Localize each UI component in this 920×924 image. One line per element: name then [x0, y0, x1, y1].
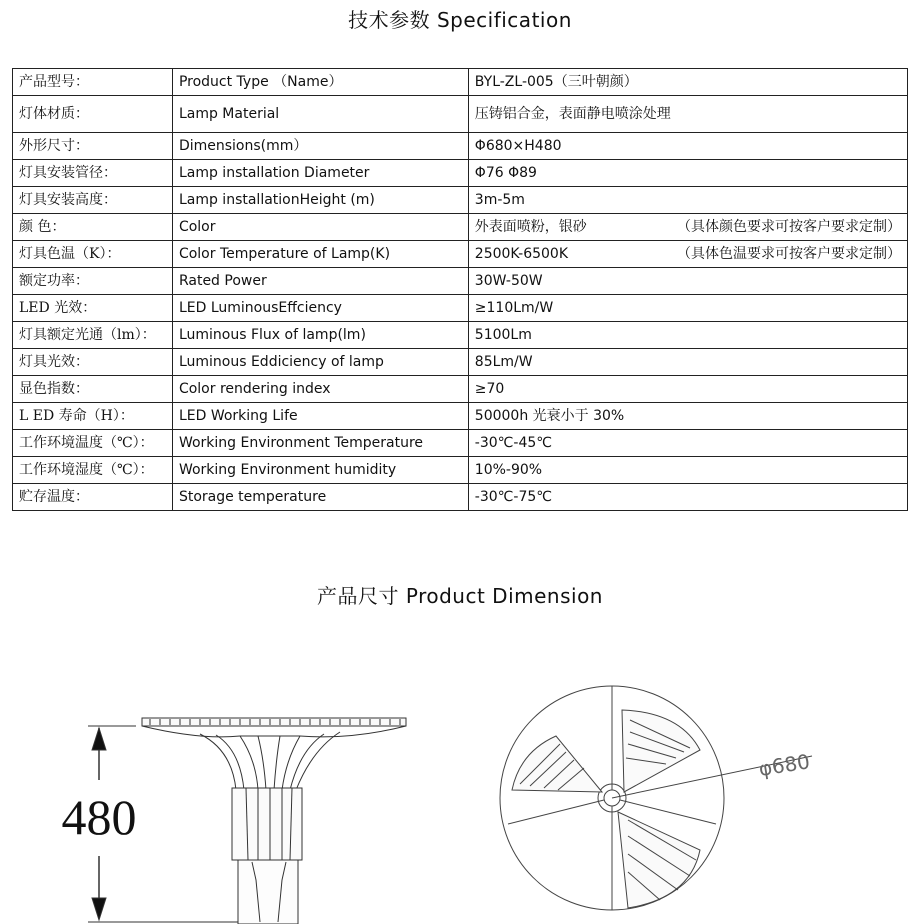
spec-label-cn: L ED 寿命（H）： [13, 403, 173, 430]
spec-value-cell [468, 187, 907, 214]
spec-label-en: Working Environment humidity [172, 457, 468, 484]
spec-value-cell [468, 484, 907, 511]
spec-row [13, 160, 908, 187]
spec-value-cell [468, 295, 907, 322]
spec-value-cell [468, 403, 907, 430]
spec-value: 外表面喷粉，银砂 [474, 219, 587, 235]
spec-label-cn: 颜 色： [13, 214, 173, 241]
spec-value-cell [468, 349, 907, 376]
spec-value: ≥110Lm/W [474, 300, 554, 316]
spec-row [13, 403, 908, 430]
spec-value: 3m-5m [474, 192, 525, 208]
spec-row [13, 214, 908, 241]
height-label: 480 [61, 789, 137, 845]
spec-note: （具体色温要求可按客户要求定制） [677, 246, 901, 262]
spec-label-en: Lamp installation Diameter [172, 160, 468, 187]
spec-label-en: Dimensions(mm） [172, 133, 468, 160]
spec-value-cell [468, 214, 907, 241]
spec-label-cn: LED 光效： [13, 295, 173, 322]
spec-value: -30℃-45℃ [474, 435, 552, 451]
spec-label-en: Lamp Material [172, 96, 468, 133]
spec-value: 5100Lm [474, 327, 532, 343]
spec-row [13, 241, 908, 268]
spec-value-cell [468, 430, 907, 457]
spec-value-cell [468, 322, 907, 349]
spec-value: 2500K-6500K [474, 246, 568, 262]
spec-value: 50000h 光衰小于 30% [474, 408, 625, 424]
spec-title: 技术参数 Specification [348, 8, 572, 32]
spec-value: Φ76 Φ89 [474, 165, 537, 181]
product-dimension-drawing [0, 640, 920, 924]
spec-label-cn: 灯具安装高度： [13, 187, 173, 214]
spec-value-cell [468, 160, 907, 187]
spec-row [13, 484, 908, 511]
spec-label-cn: 灯体材质： [13, 96, 173, 133]
spec-row [13, 376, 908, 403]
spec-row [13, 349, 908, 376]
top-view [500, 686, 812, 910]
spec-label-en: Product Type （Name） [172, 69, 468, 96]
spec-value-cell [468, 376, 907, 403]
spec-value-cell [468, 268, 907, 295]
spec-value: BYL-ZL-005（三叶朝颜） [474, 74, 638, 90]
spec-label-cn: 额定功率： [13, 268, 173, 295]
spec-value: 85Lm/W [474, 354, 533, 370]
spec-table [12, 68, 908, 511]
spec-row [13, 295, 908, 322]
spec-value-cell [468, 457, 907, 484]
spec-label-cn: 灯具安装管径： [13, 160, 173, 187]
spec-label-cn: 工作环境温度（℃）： [13, 430, 173, 457]
spec-value: 30W-50W [474, 273, 543, 289]
spec-value-cell [468, 133, 907, 160]
spec-note: （具体颜色要求可按客户要求定制） [677, 219, 901, 235]
spec-value: ≥70 [474, 381, 505, 397]
spec-label-en: LED LuminousEffciency [172, 295, 468, 322]
dimension-title: 产品尺寸 Product Dimension [317, 584, 603, 608]
spec-label-cn: 产品型号： [13, 69, 173, 96]
spec-row [13, 430, 908, 457]
spec-row [13, 133, 908, 160]
spec-label-cn: 显色指数： [13, 376, 173, 403]
spec-value: 10%-90% [474, 462, 543, 478]
spec-label-cn: 工作环境湿度（℃）： [13, 457, 173, 484]
spec-label-en: Rated Power [172, 268, 468, 295]
spec-row [13, 96, 908, 133]
spec-label-en: Color [172, 214, 468, 241]
spec-row [13, 187, 908, 214]
spec-label-en: Color rendering index [172, 376, 468, 403]
spec-label-cn: 外形尺寸： [13, 133, 173, 160]
spec-row [13, 69, 908, 96]
spec-label-en: Storage temperature [172, 484, 468, 511]
spec-value-cell [468, 241, 907, 268]
spec-label-en: Luminous Eddiciency of lamp [172, 349, 468, 376]
spec-label-en: Lamp installationHeight (m) [172, 187, 468, 214]
spec-label-cn: 灯具光效： [13, 349, 173, 376]
spec-label-cn: 灯具额定光通（lm）： [13, 322, 173, 349]
spec-row [13, 457, 908, 484]
spec-label-en: Luminous Flux of lamp(lm) [172, 322, 468, 349]
spec-label-cn: 灯具色温（K）： [13, 241, 173, 268]
spec-value: Φ680×H480 [474, 138, 562, 154]
spec-value: 压铸铝合金，表面静电喷涂处理 [474, 106, 671, 122]
spec-value-cell [468, 96, 907, 133]
spec-label-en: LED Working Life [172, 403, 468, 430]
spec-label-en: Working Environment Temperature [172, 430, 468, 457]
spec-value: -30℃-75℃ [474, 489, 552, 505]
spec-value-cell [468, 69, 907, 96]
spec-label-cn: 贮存温度： [13, 484, 173, 511]
spec-label-en: Color Temperature of Lamp(K) [172, 241, 468, 268]
spec-row [13, 268, 908, 295]
diameter-label: φ680 [757, 749, 812, 781]
spec-row [13, 322, 908, 349]
